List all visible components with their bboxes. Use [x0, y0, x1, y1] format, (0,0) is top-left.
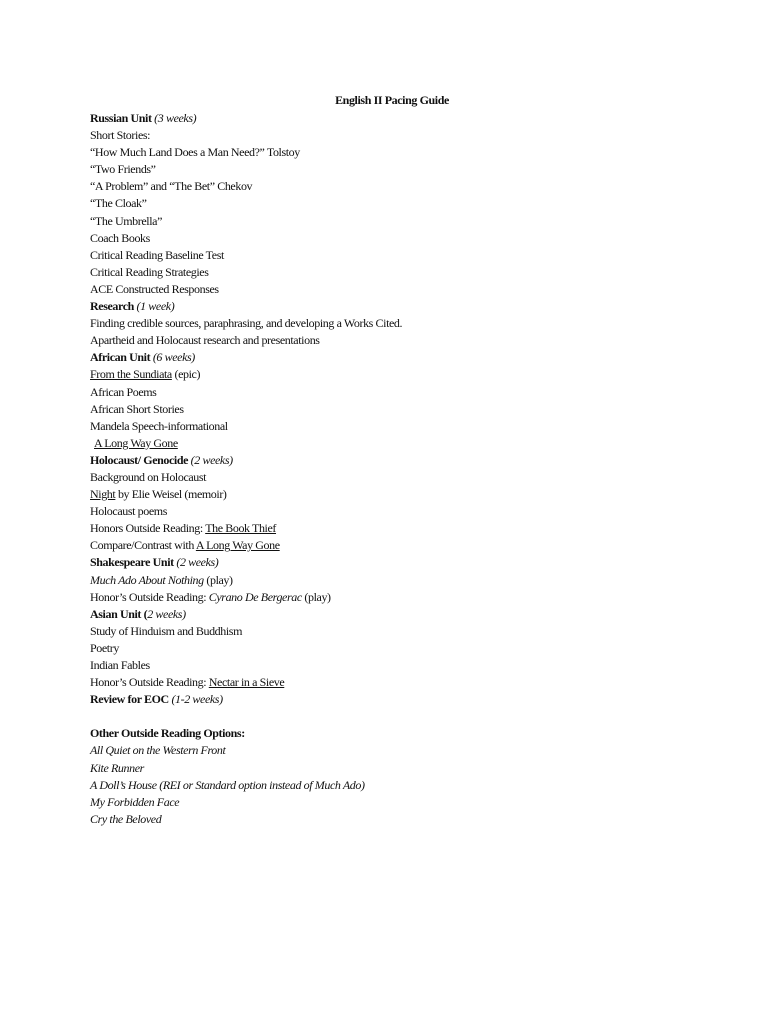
research-heading [90, 298, 710, 315]
russian-unit-duration: (3 weeks) [154, 111, 197, 125]
list-item [90, 572, 710, 589]
document-body [90, 110, 710, 828]
reading-prefix: Honor’s Outside Reading: [90, 675, 207, 690]
review-heading [90, 691, 710, 708]
list-item: Kite Runner [90, 760, 144, 775]
list-item: African Poems [90, 384, 157, 399]
shakespeare-heading [90, 554, 710, 571]
list-item: Coach Books [90, 230, 150, 245]
book-title: From the Sundiata [90, 367, 172, 382]
list-item [90, 674, 710, 691]
list-item: Holocaust poems [90, 504, 167, 519]
spacer [90, 708, 710, 725]
list-item: Apartheid and Holocaust research and presentations [90, 333, 320, 348]
other-reading-heading: Other Outside Reading Options: [90, 726, 245, 741]
list-item: “The Cloak” [90, 196, 147, 211]
document-title: English II Pacing Guide [335, 93, 449, 107]
list-item [90, 366, 710, 383]
book-note: by Elie Weisel (memoir) [117, 487, 227, 502]
asian-unit-heading [90, 606, 710, 623]
book-title: Nectar in a Sieve [208, 675, 285, 690]
list-item: African Short Stories [90, 401, 184, 416]
russian-unit-heading [90, 110, 710, 127]
list-item: Mandela Speech-informational [90, 418, 228, 433]
list-item: Critical Reading Strategies [90, 264, 209, 279]
book-title: A Long Way Gone [94, 435, 178, 450]
list-item: Background on Holocaust [90, 469, 207, 484]
review-duration: (1-2 weeks) [171, 692, 223, 707]
list-item [90, 520, 710, 537]
african-unit-heading [90, 349, 710, 366]
list-item [90, 486, 710, 503]
list-item: Short Stories: [90, 128, 151, 143]
list-item: “The Umbrella” [90, 213, 163, 228]
russian-unit-label: Russian Unit [90, 111, 152, 125]
holocaust-heading [90, 452, 710, 469]
list-item [90, 537, 710, 554]
asian-unit-duration: 2 weeks) [147, 606, 186, 621]
book-note: (play) [304, 589, 331, 604]
list-item: Finding credible sources, paraphrasing, and developing a Works Cited. [90, 316, 403, 331]
list-item: Cry the Beloved [90, 811, 162, 826]
holocaust-label: Holocaust/ Genocide [90, 452, 189, 467]
list-item: Study of Hinduism and Buddhism [90, 623, 243, 638]
holocaust-duration: (2 weeks) [190, 452, 233, 467]
review-label: Review for EOC [90, 692, 169, 707]
reading-prefix: Honors Outside Reading: [90, 521, 203, 536]
list-item: “Two Friends” [90, 162, 156, 177]
list-item: All Quiet on the Western Front [90, 743, 226, 758]
african-unit-duration: (6 weeks) [152, 350, 195, 365]
list-item [90, 589, 710, 606]
list-item [90, 435, 710, 452]
list-item: Critical Reading Baseline Test [90, 247, 224, 262]
book-note: (play) [206, 572, 233, 587]
list-item: “How Much Land Does a Man Need?” Tolstoy [90, 145, 300, 160]
reading-prefix: Compare/Contrast with [90, 538, 194, 553]
list-item: A Doll’s House (REI or Standard option instead of Much Ado) [90, 777, 365, 792]
book-title: Night [90, 487, 116, 502]
research-label: Research [90, 299, 134, 314]
book-title: Cyrano De Bergerac [208, 589, 302, 604]
asian-unit-label: Asian Unit ( [90, 606, 148, 621]
book-title: A Long Way Gone [195, 538, 280, 553]
list-item: My Forbidden Face [90, 794, 180, 809]
book-title: The Book Thief [205, 521, 277, 536]
shakespeare-label: Shakespeare Unit [90, 555, 174, 570]
shakespeare-duration: (2 weeks) [176, 555, 219, 570]
reading-prefix: Honor’s Outside Reading: [90, 589, 207, 604]
list-item: ACE Constructed Responses [90, 281, 219, 296]
list-item: “A Problem” and “The Bet” Chekov [90, 179, 253, 194]
book-note: (epic) [174, 367, 201, 382]
list-item: Indian Fables [90, 658, 150, 672]
book-title: Much Ado About Nothing [90, 572, 204, 587]
list-item: Poetry [90, 640, 119, 655]
research-duration: (1 week) [136, 299, 175, 314]
african-unit-label: African Unit [90, 350, 151, 365]
